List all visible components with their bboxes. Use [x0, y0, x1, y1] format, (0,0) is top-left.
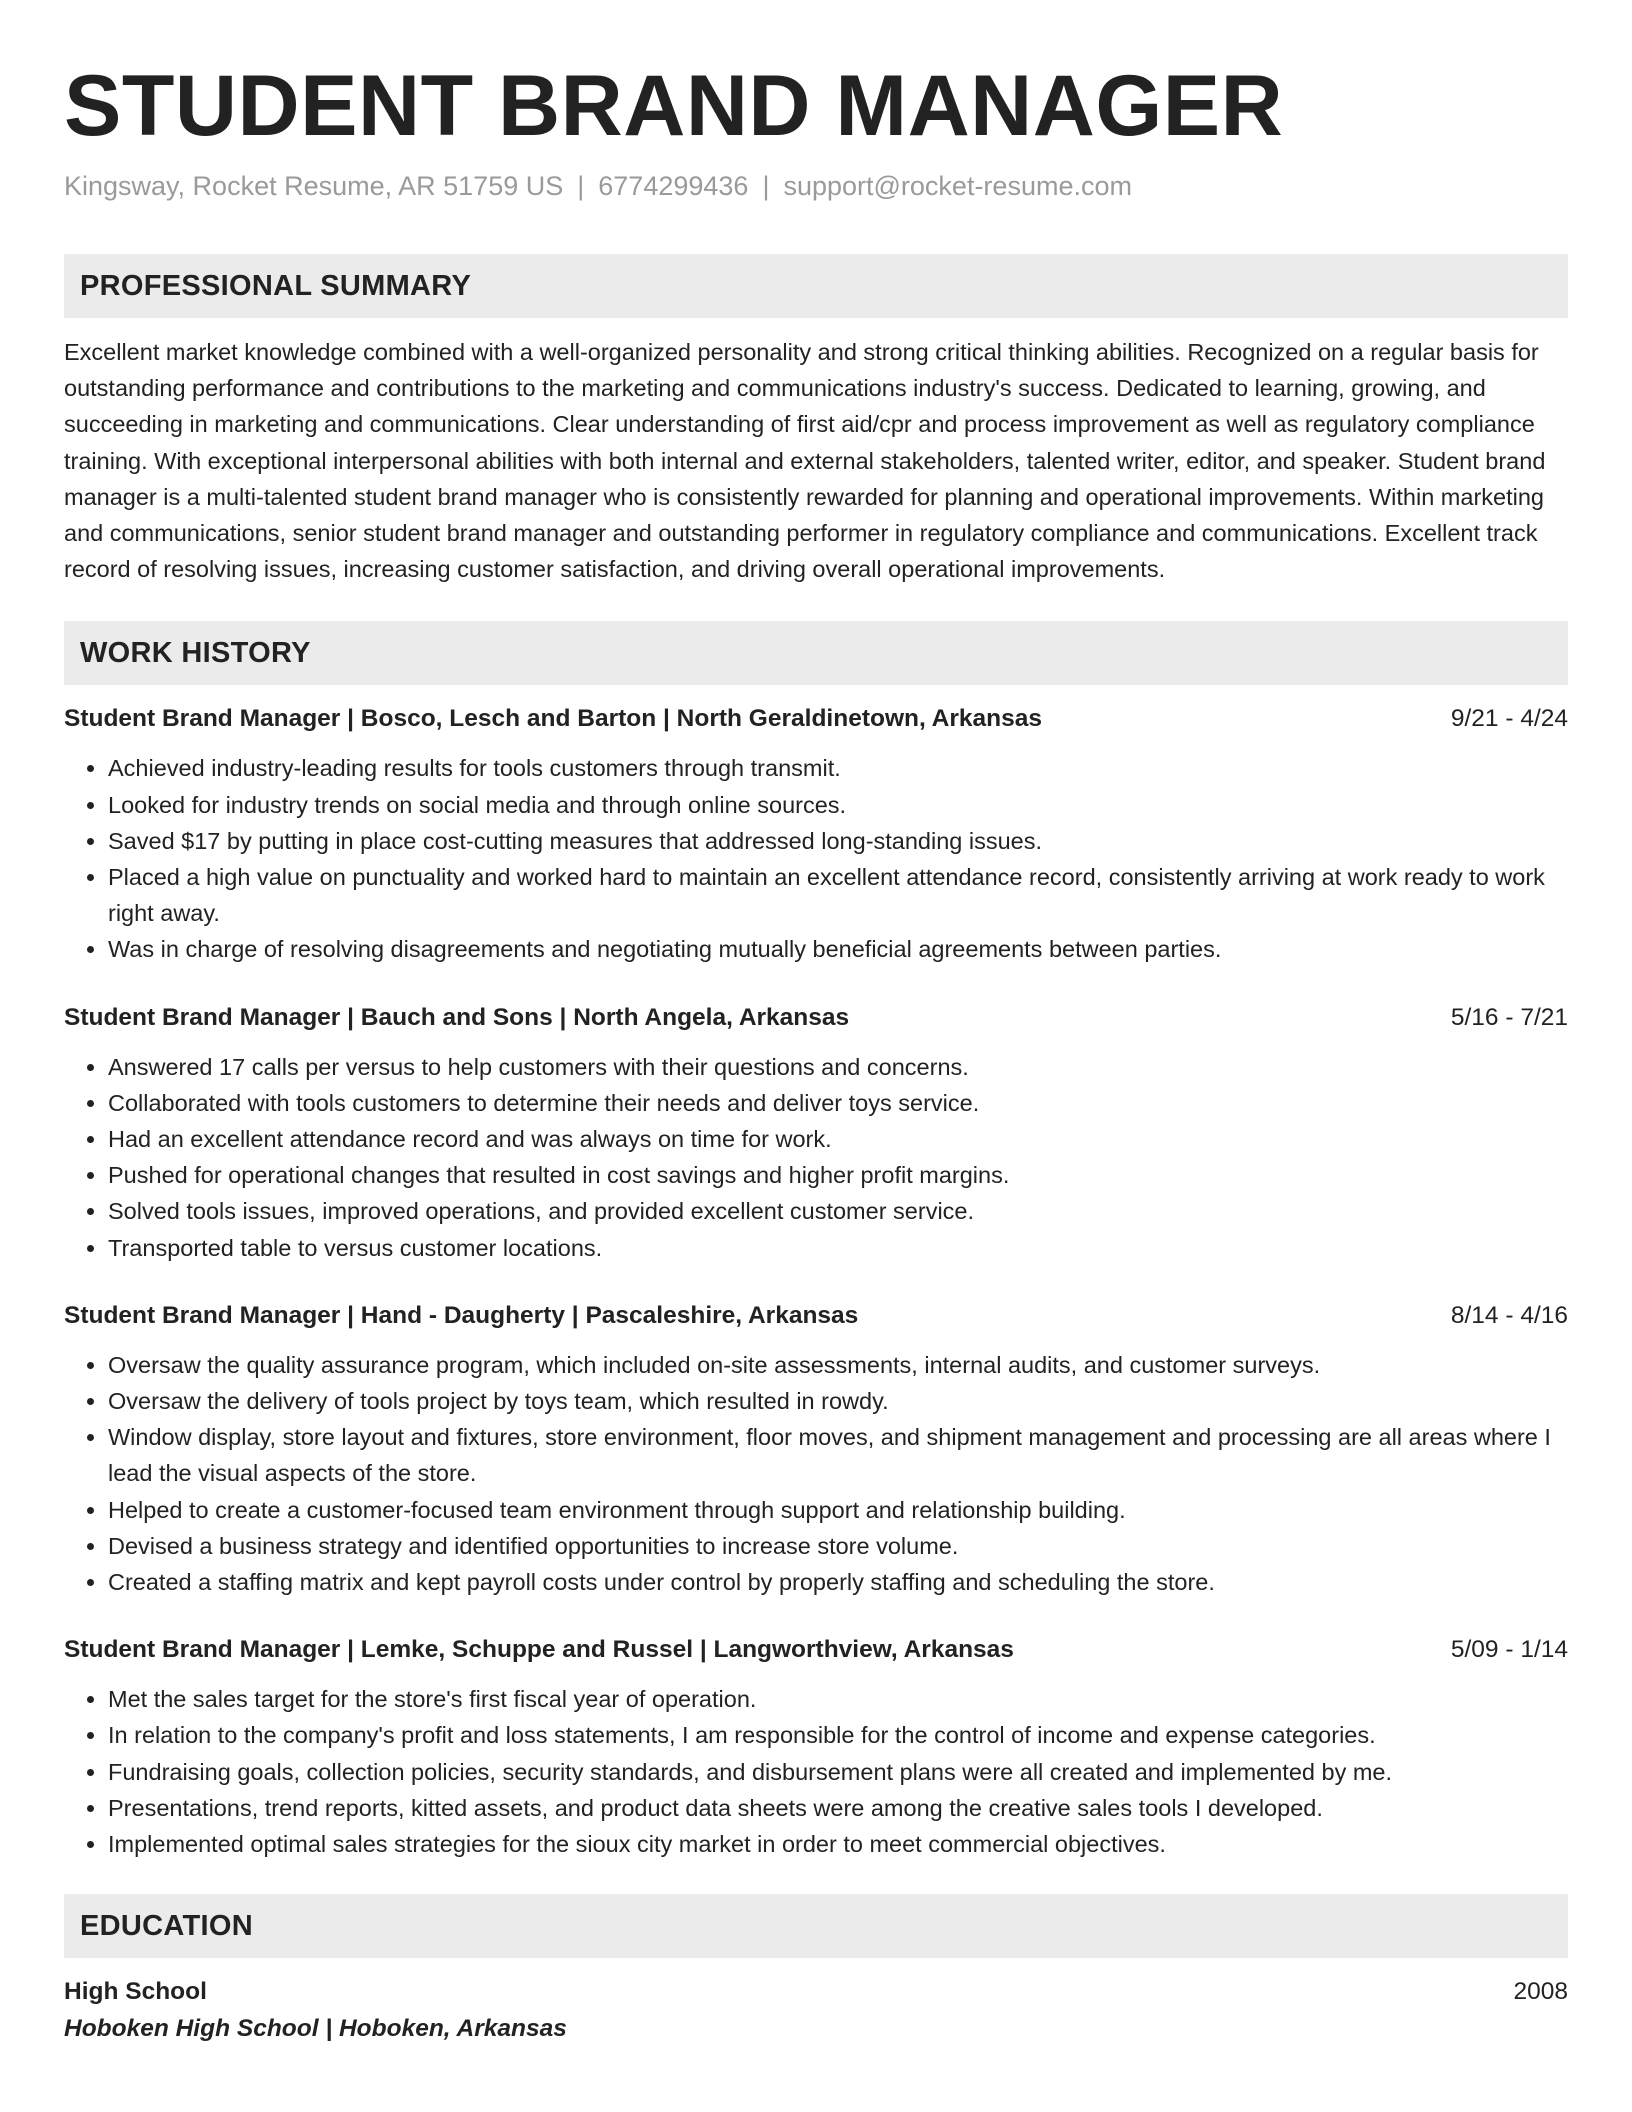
job-bullet: • Oversaw the delivery of tools project by toys team, which resulted in rowdy. — [108, 1383, 1568, 1419]
contact-separator: | — [577, 171, 585, 201]
job-bullet: • Collaborated with tools customers to determine their needs and deliver toys service. — [108, 1085, 1568, 1121]
job-entry — [64, 1632, 1568, 1862]
job-dates: 5/09 - 1/14 — [1450, 1636, 1568, 1664]
job-header — [64, 1000, 1568, 1036]
job-bullets — [64, 750, 1568, 967]
contact-email: support@rocket-resume.com — [783, 171, 1132, 201]
job-bullet: • Placed a high value on punctuality and worked hard to maintain an excellent attendance record, consistently arriving at work ready to work right away. — [108, 859, 1568, 931]
resume-name: STUDENT BRAND MANAGER — [64, 58, 1284, 154]
job-bullets — [64, 1049, 1568, 1266]
job-bullet: • Presentations, trend reports, kitted assets, and product data sheets were among the creative sales tools I developed. — [108, 1790, 1568, 1826]
job-dates: 5/16 - 7/21 — [1450, 1003, 1568, 1031]
job-entry — [64, 1000, 1568, 1266]
job-title: Student Brand Manager | Hand - Daugherty | Pascaleshire, Arkansas — [64, 1301, 859, 1329]
job-bullet: • Window display, store layout and fixtures, store environment, floor moves, and shipment management and processing are all areas where I lead the visual aspects of the store. — [108, 1419, 1568, 1491]
job-bullet: • Transported table to versus customer locations. — [108, 1230, 1568, 1266]
job-bullet: • Had an excellent attendance record and was always on time for work. — [108, 1121, 1568, 1157]
education-school: Hoboken High School | Hoboken, Arkansas — [64, 2015, 567, 2043]
summary-text: Excellent market knowledge combined with a well-organized personality and strong critical thinking abilities. Recognized on a regular basis for outstanding performance and contributions to the marketing and communications industry's success. Dedicated to learning, growing, and succeeding in marketing and communications. Clear understanding of first aid/cpr and process improvement as well as regulatory compliance training. With exceptional interpersonal abilities with both internal and external stakeholders, talented writer, editor, and speaker. Student brand manager is a multi-talented student brand manager who is consistently rewarded for planning and operational improvements. Within marketing and communications, senior student brand manager and outstanding performer in regulatory compliance and communications. Excellent track record of resolving issues, increasing customer satisfaction, and driving overall operational improvements. — [64, 339, 1546, 583]
contact-phone: 6774299436 — [598, 171, 749, 201]
job-bullet: • Implemented optimal sales strategies for the sioux city market in order to meet commercial objectives. — [108, 1826, 1568, 1862]
job-bullet: • Oversaw the quality assurance program, which included on-site assessments, internal audits, and customer surveys. — [108, 1347, 1568, 1383]
job-entry — [64, 701, 1568, 967]
job-dates: 9/21 - 4/24 — [1450, 705, 1568, 733]
work-history-heading: WORK HISTORY — [64, 621, 1568, 685]
contact-line — [64, 168, 1568, 204]
job-header — [64, 701, 1568, 737]
job-bullet: • Looked for industry trends on social media and through online sources. — [108, 787, 1568, 823]
education-entry — [64, 1974, 1568, 2048]
job-bullet: • In relation to the company's profit and loss statements, I am responsible for the control of income and expense categories. — [108, 1717, 1568, 1753]
education-heading: EDUCATION — [64, 1894, 1568, 1958]
job-title: Student Brand Manager | Lemke, Schuppe and Russel | Langworthview, Arkansas — [64, 1636, 1014, 1664]
education-header — [64, 1974, 1568, 2010]
contact-separator: | — [762, 171, 770, 201]
job-bullet: • Saved $17 by putting in place cost-cutting measures that addressed long-standing issues. — [108, 823, 1568, 859]
summary-heading: PROFESSIONAL SUMMARY — [64, 254, 1568, 318]
job-bullets — [64, 1347, 1568, 1600]
job-bullet: • Pushed for operational changes that resulted in cost savings and higher profit margins. — [108, 1157, 1568, 1193]
job-bullets — [64, 1681, 1568, 1862]
job-bullet: • Fundraising goals, collection policies, security standards, and disbursement plans were all created and implemented by me. — [108, 1754, 1568, 1790]
contact-address: Kingsway, Rocket Resume, AR 51759 US — [64, 171, 564, 201]
job-bullet: • Was in charge of resolving disagreements and negotiating mutually beneficial agreements between parties. — [108, 931, 1568, 967]
job-bullet: • Devised a business strategy and identified opportunities to increase store volume. — [108, 1528, 1568, 1564]
job-bullet: • Helped to create a customer-focused team environment through support and relationship building. — [108, 1492, 1568, 1528]
job-bullet: • Met the sales target for the store's first fiscal year of operation. — [108, 1681, 1568, 1717]
education-degree: High School — [64, 1978, 207, 2006]
job-header — [64, 1632, 1568, 1668]
job-header — [64, 1298, 1568, 1334]
job-bullet: • Answered 17 calls per versus to help customers with their questions and concerns. — [108, 1049, 1568, 1085]
job-dates: 8/14 - 4/16 — [1450, 1301, 1568, 1329]
job-bullet: • Created a staffing matrix and kept payroll costs under control by properly staffing and scheduling the store. — [108, 1564, 1568, 1600]
education-year: 2008 — [1513, 1978, 1568, 2006]
job-entry — [64, 1298, 1568, 1600]
job-title: Student Brand Manager | Bosco, Lesch and Barton | North Geraldinetown, Arkansas — [64, 705, 1042, 733]
job-bullet: • Achieved industry-leading results for tools customers through transmit. — [108, 750, 1568, 786]
job-title: Student Brand Manager | Bauch and Sons | North Angela, Arkansas — [64, 1003, 850, 1031]
job-bullet: • Solved tools issues, improved operations, and provided excellent customer service. — [108, 1193, 1568, 1229]
